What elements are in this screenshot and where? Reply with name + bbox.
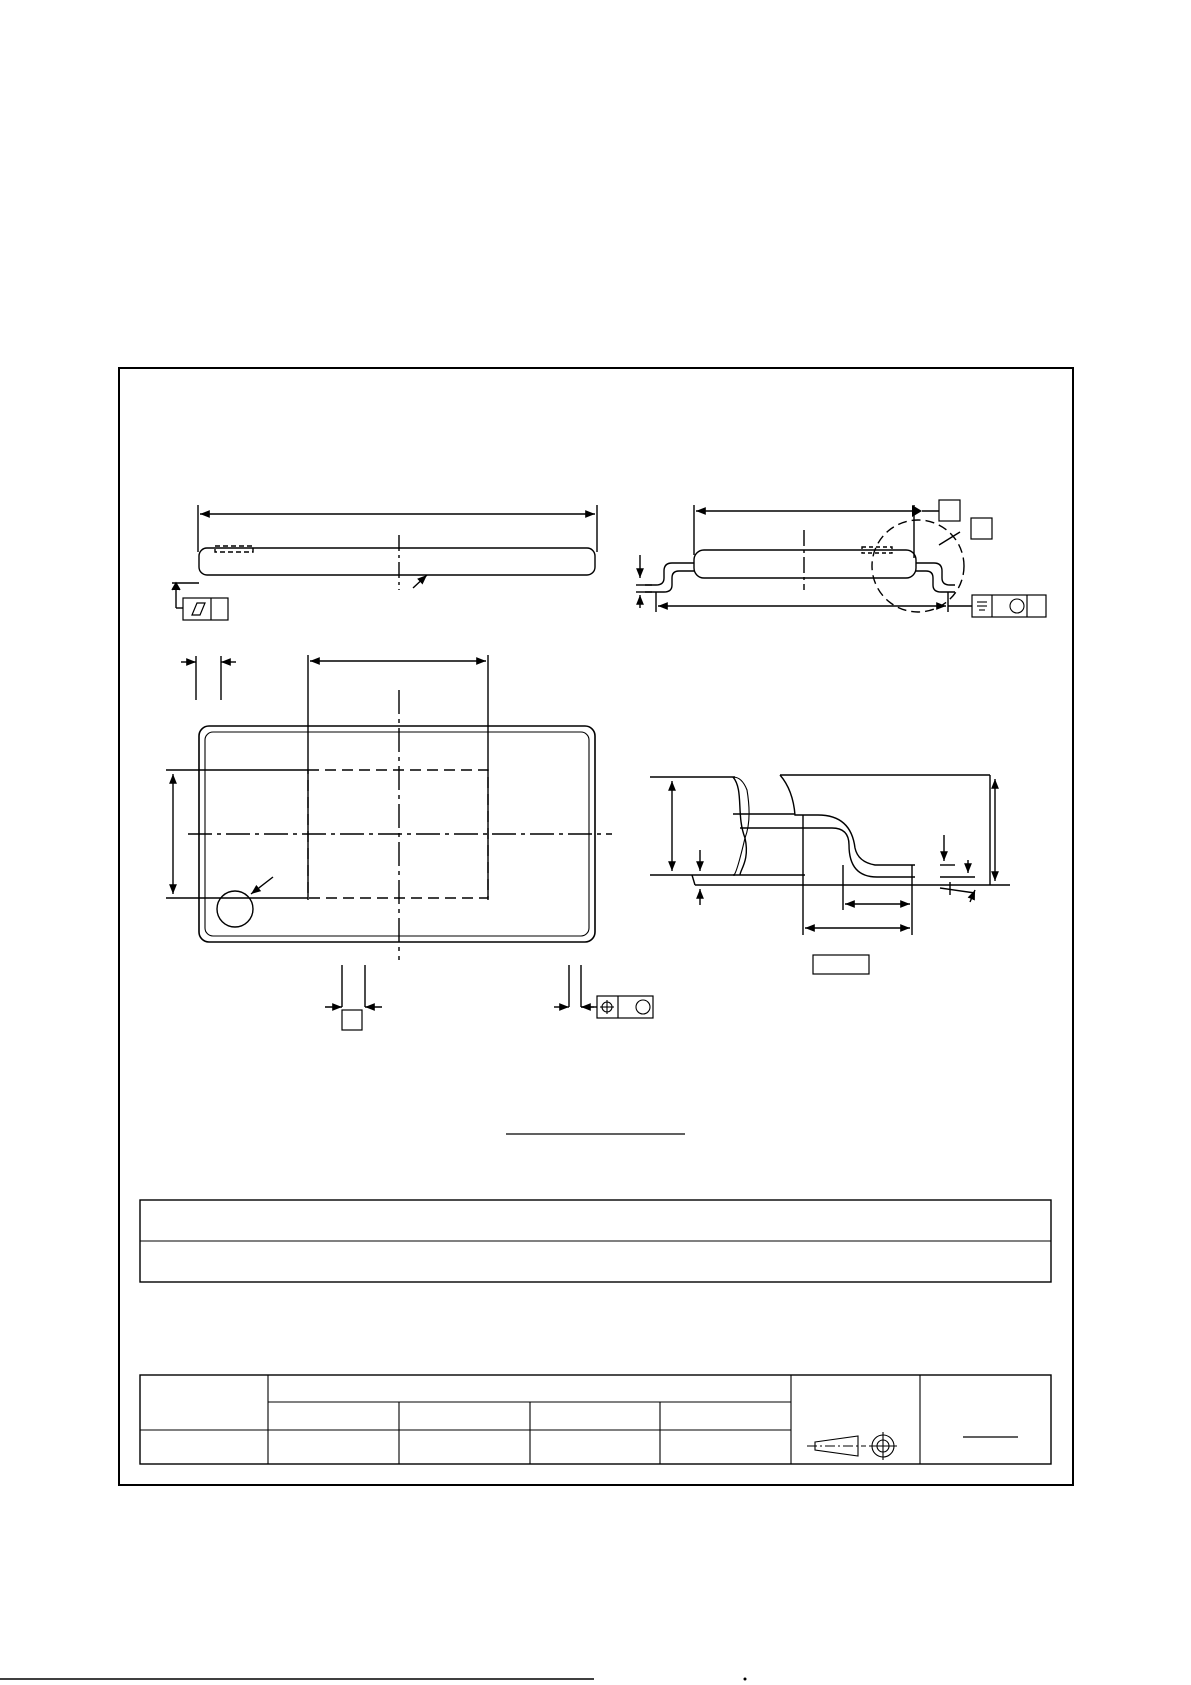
detail-caption-box — [813, 955, 869, 974]
parallelogram-icon — [192, 603, 205, 615]
outline-table — [140, 1375, 1051, 1464]
detail-circle — [872, 520, 964, 612]
pitch-box — [342, 1010, 362, 1030]
crosshair-circle-icon — [600, 1000, 614, 1014]
detail-view — [650, 775, 1010, 974]
pin1-index — [217, 891, 253, 927]
parallel-lines-icon — [977, 602, 987, 610]
flatness-frame — [183, 598, 228, 620]
datum-box-upper — [939, 500, 960, 521]
end-view — [636, 500, 1046, 617]
plan-view — [166, 655, 653, 1030]
detail-box — [971, 518, 992, 539]
third-angle-projection-icon — [807, 1432, 897, 1460]
drawing-frame — [119, 368, 1073, 1485]
dimensions-table — [140, 1200, 1051, 1282]
side-view — [172, 505, 597, 620]
